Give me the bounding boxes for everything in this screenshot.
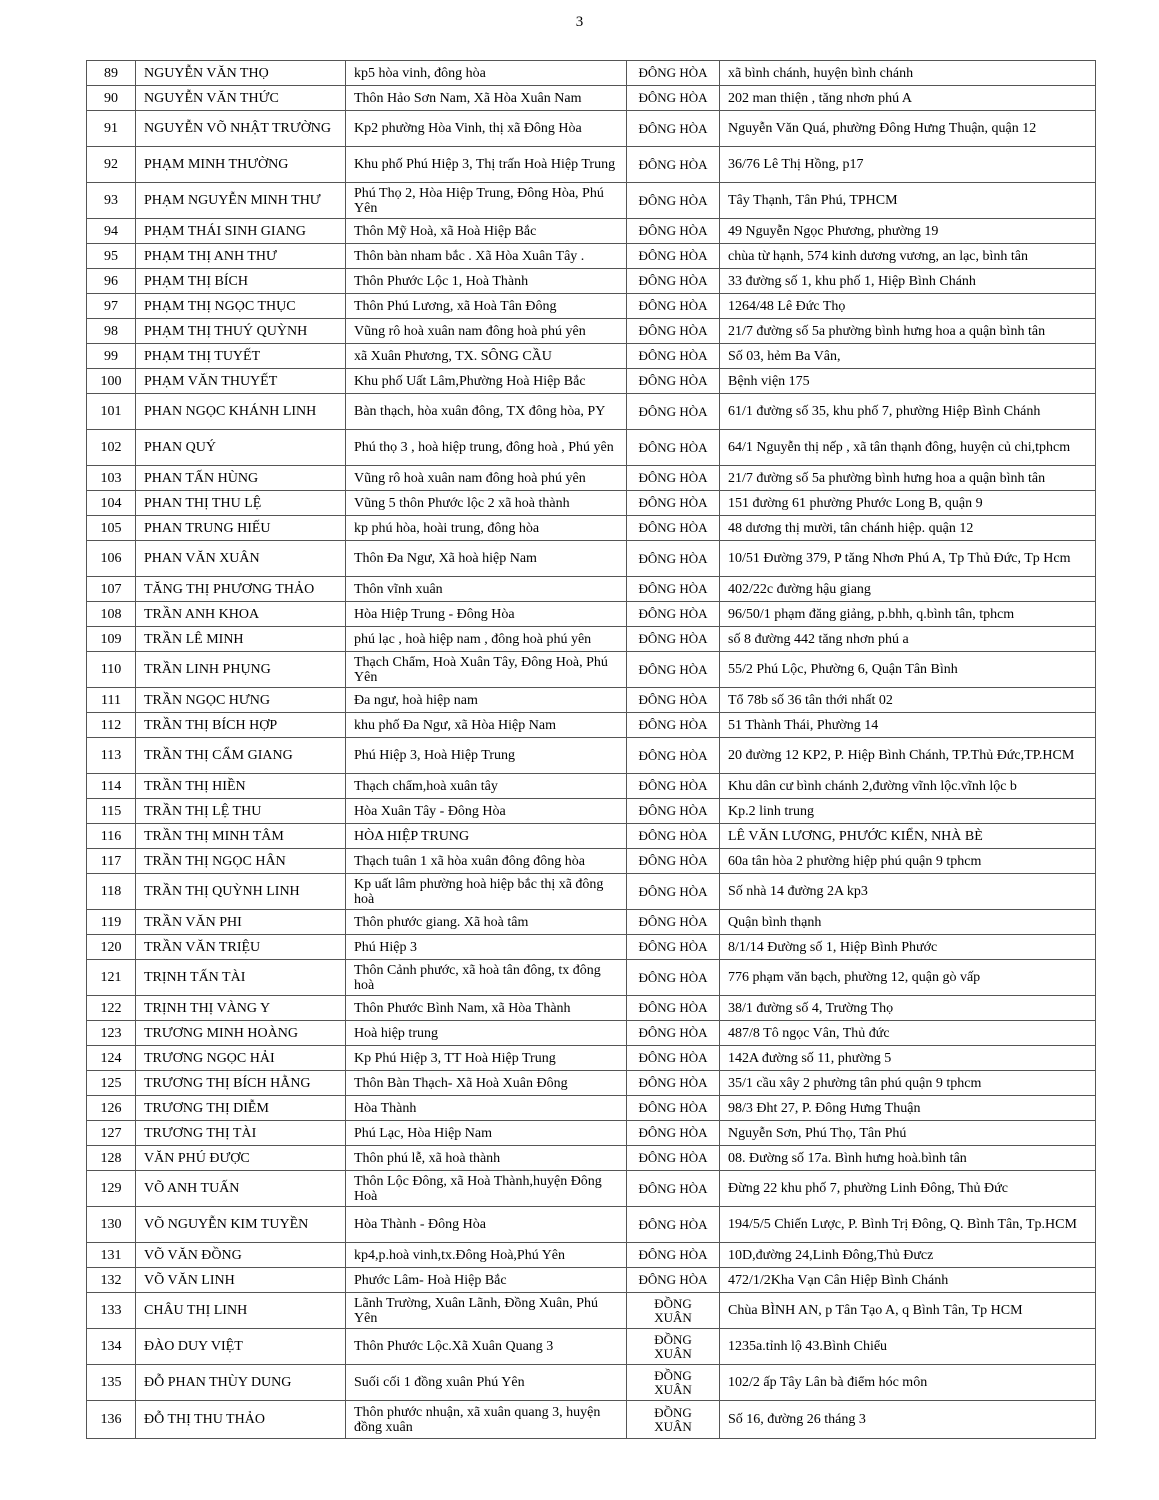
home-address-cell: Thôn Cảnh phước, xã hoà tân đông, tx đông hoà (346, 960, 627, 996)
district-cell: ĐÔNG HÒA (627, 1171, 720, 1207)
row-number-cell: 114 (87, 774, 136, 799)
current-address-cell: 51 Thành Thái, Phường 14 (720, 713, 1096, 738)
row-number-cell: 136 (87, 1401, 136, 1439)
table-row (87, 466, 1096, 491)
full-name-cell: TRẦN THỊ MINH TÂM (136, 824, 346, 849)
district-cell: ĐÔNG HÒA (627, 1021, 720, 1046)
home-address-cell: Thạch Chẩm, Hoà Xuân Tây, Đông Hoà, Phú Yên (346, 652, 627, 688)
current-address-cell: 1264/48 Lê Đức Thọ (720, 294, 1096, 319)
table-row (87, 183, 1096, 219)
home-address-cell: Thôn Mỹ Hoà, xã Hoà Hiệp Bắc (346, 219, 627, 244)
full-name-cell: TRẦN ANH KHOA (136, 602, 346, 627)
table-row (87, 147, 1096, 183)
row-number-cell: 132 (87, 1268, 136, 1293)
current-address-cell: Khu dân cư bình chánh 2,đường vĩnh lộc.vĩnh lộc b (720, 774, 1096, 799)
full-name-cell: VÕ VĂN ĐỒNG (136, 1243, 346, 1268)
table-row (87, 935, 1096, 960)
table-row (87, 960, 1096, 996)
current-address-cell: 472/1/2Kha Vạn Cân Hiệp Bình Chánh (720, 1268, 1096, 1293)
full-name-cell: PHAN QUÝ (136, 430, 346, 466)
current-address-cell: chùa từ hạnh, 574 kinh dương vương, an lạc, bình tân (720, 244, 1096, 269)
row-number-cell: 109 (87, 627, 136, 652)
row-number-cell: 125 (87, 1071, 136, 1096)
district-cell: ĐÔNG HÒA (627, 849, 720, 874)
current-address-cell: Số nhà 14 đường 2A kp3 (720, 874, 1096, 910)
district-cell: ĐÔNG HÒA (627, 1121, 720, 1146)
current-address-cell: LÊ VĂN LƯƠNG, PHƯỚC KIỂN, NHÀ BÈ (720, 824, 1096, 849)
current-address-cell: 64/1 Nguyễn thị nếp , xã tân thạnh đông, huyện củ chi,tphcm (720, 430, 1096, 466)
table-row (87, 652, 1096, 688)
table-row (87, 774, 1096, 799)
full-name-cell: TRẦN VĂN PHI (136, 910, 346, 935)
home-address-cell: Phú Thọ 2, Hòa Hiệp Trung, Đông Hòa, Phú Yên (346, 183, 627, 219)
row-number-cell: 126 (87, 1096, 136, 1121)
current-address-cell: 36/76 Lê Thị Hồng, p17 (720, 147, 1096, 183)
table-row (87, 244, 1096, 269)
district-cell: ĐÔNG HÒA (627, 466, 720, 491)
row-number-cell: 128 (87, 1146, 136, 1171)
home-address-cell: Thôn Lộc Đông, xã Hoà Thành,huyện Đông Hoà (346, 1171, 627, 1207)
row-number-cell: 110 (87, 652, 136, 688)
home-address-cell: Hòa Thành (346, 1096, 627, 1121)
full-name-cell: VÕ ANH TUẤN (136, 1171, 346, 1207)
table-row (87, 86, 1096, 111)
district-cell: ĐÔNG HÒA (627, 1071, 720, 1096)
full-name-cell: PHẠM THỊ THUÝ QUỲNH (136, 319, 346, 344)
home-address-cell: Thôn Hảo Sơn Nam, Xã Hòa Xuân Nam (346, 86, 627, 111)
current-address-cell: Quận bình thạnh (720, 910, 1096, 935)
current-address-cell: 61/1 đường số 35, khu phố 7, phường Hiệp Bình Chánh (720, 394, 1096, 430)
current-address-cell: 487/8 Tô ngọc Vân, Thủ đức (720, 1021, 1096, 1046)
row-number-cell: 124 (87, 1046, 136, 1071)
table-row (87, 319, 1096, 344)
home-address-cell: Phú Hiệp 3, Hoà Hiệp Trung (346, 738, 627, 774)
home-address-cell: phú lạc , hoà hiệp nam , đông hoà phú yên (346, 627, 627, 652)
district-cell: ĐÔNG HÒA (627, 1207, 720, 1243)
table-row (87, 1146, 1096, 1171)
current-address-cell: 55/2 Phú Lộc, Phường 6, Quận Tân Bình (720, 652, 1096, 688)
table-row (87, 541, 1096, 577)
district-cell: ĐÔNG HÒA (627, 294, 720, 319)
current-address-cell: 202 man thiện , tăng nhơn phú A (720, 86, 1096, 111)
table-row (87, 1046, 1096, 1071)
full-name-cell: PHAN NGỌC KHÁNH LINH (136, 394, 346, 430)
home-address-cell: Vũng rô hoà xuân nam đông hoà phú yên (346, 319, 627, 344)
table-row (87, 1096, 1096, 1121)
current-address-cell: 102/2 ấp Tây Lân bà điểm hóc môn (720, 1365, 1096, 1401)
full-name-cell: TRƯƠNG THỊ DIỄM (136, 1096, 346, 1121)
home-address-cell: Thôn Đa Ngư, Xã hoà hiệp Nam (346, 541, 627, 577)
row-number-cell: 133 (87, 1293, 136, 1329)
row-number-cell: 115 (87, 799, 136, 824)
row-number-cell: 93 (87, 183, 136, 219)
full-name-cell: ĐỖ THỊ THU THẢO (136, 1401, 346, 1439)
full-name-cell: VÕ VĂN LINH (136, 1268, 346, 1293)
current-address-cell: Nguyễn Văn Quá, phường Đông Hưng Thuận, quận 12 (720, 111, 1096, 147)
roster-table (86, 60, 1096, 1439)
current-address-cell: 33 đường số 1, khu phố 1, Hiệp Bình Chánh (720, 269, 1096, 294)
full-name-cell: PHẠM THỊ BÍCH (136, 269, 346, 294)
current-address-cell: Kp.2 linh trung (720, 799, 1096, 824)
full-name-cell: ĐỖ PHAN THÙY DUNG (136, 1365, 346, 1401)
district-cell: ĐÔNG HÒA (627, 1243, 720, 1268)
district-cell: ĐÔNG HÒA (627, 1046, 720, 1071)
home-address-cell: Hòa Xuân Tây - Đông Hòa (346, 799, 627, 824)
table-row (87, 219, 1096, 244)
district-cell: ĐÔNG HÒA (627, 713, 720, 738)
row-number-cell: 122 (87, 996, 136, 1021)
row-number-cell: 118 (87, 874, 136, 910)
current-address-cell: Tây Thạnh, Tân Phú, TPHCM (720, 183, 1096, 219)
district-cell: ĐỒNG XUÂN (627, 1365, 720, 1401)
home-address-cell: Lãnh Trường, Xuân Lãnh, Đồng Xuân, Phú Yên (346, 1293, 627, 1329)
district-cell: ĐÔNG HÒA (627, 1146, 720, 1171)
home-address-cell: Vũng rô hoà xuân nam đông hoà phú yên (346, 466, 627, 491)
home-address-cell: kp phú hòa, hoài trung, đông hòa (346, 516, 627, 541)
table-row (87, 516, 1096, 541)
full-name-cell: TRẦN LÊ MINH (136, 627, 346, 652)
home-address-cell: Thạch chẩm,hoà xuân tây (346, 774, 627, 799)
row-number-cell: 130 (87, 1207, 136, 1243)
home-address-cell: Khu phố Uất Lâm,Phường Hoà Hiệp Bắc (346, 369, 627, 394)
full-name-cell: NGUYỄN VÕ NHẬT TRƯỜNG (136, 111, 346, 147)
row-number-cell: 131 (87, 1243, 136, 1268)
home-address-cell: khu phố Đa Ngư, xã Hòa Hiệp Nam (346, 713, 627, 738)
home-address-cell: Thôn phước giang. Xã hoà tâm (346, 910, 627, 935)
home-address-cell: Thôn phước nhuận, xã xuân quang 3, huyện đồng xuân (346, 1401, 627, 1439)
row-number-cell: 117 (87, 849, 136, 874)
district-cell: ĐÔNG HÒA (627, 319, 720, 344)
home-address-cell: Kp Phú Hiệp 3, TT Hoà Hiệp Trung (346, 1046, 627, 1071)
district-cell: ĐÔNG HÒA (627, 491, 720, 516)
table-row (87, 1293, 1096, 1329)
row-number-cell: 100 (87, 369, 136, 394)
row-number-cell: 111 (87, 688, 136, 713)
district-cell: ĐỒNG XUÂN (627, 1401, 720, 1439)
table-row (87, 394, 1096, 430)
district-cell: ĐÔNG HÒA (627, 269, 720, 294)
full-name-cell: TRẦN VĂN TRIỆU (136, 935, 346, 960)
home-address-cell: Khu phố Phú Hiệp 3, Thị trấn Hoà Hiệp Trung (346, 147, 627, 183)
full-name-cell: TRƯƠNG MINH HOÀNG (136, 1021, 346, 1046)
row-number-cell: 101 (87, 394, 136, 430)
page-number: 3 (575, 14, 584, 30)
full-name-cell: CHÂU THỊ LINH (136, 1293, 346, 1329)
district-cell: ĐÔNG HÒA (627, 430, 720, 466)
current-address-cell: 194/5/5 Chiến Lược, P. Bình Trị Đông, Q. Bình Tân, Tp.HCM (720, 1207, 1096, 1243)
home-address-cell: HÒA HIỆP TRUNG (346, 824, 627, 849)
row-number-cell: 107 (87, 577, 136, 602)
district-cell: ĐÔNG HÒA (627, 652, 720, 688)
row-number-cell: 97 (87, 294, 136, 319)
table-row (87, 713, 1096, 738)
table-row (87, 111, 1096, 147)
row-number-cell: 121 (87, 960, 136, 996)
current-address-cell: số 8 đường 442 tăng nhơn phú a (720, 627, 1096, 652)
home-address-cell: Hoà hiệp trung (346, 1021, 627, 1046)
table-row (87, 577, 1096, 602)
district-cell: ĐÔNG HÒA (627, 1268, 720, 1293)
current-address-cell: 21/7 đường số 5a phường bình hưng hoa a quận bình tân (720, 466, 1096, 491)
home-address-cell: Phú Lạc, Hòa Hiệp Nam (346, 1121, 627, 1146)
full-name-cell: TRẦN NGỌC HƯNG (136, 688, 346, 713)
district-cell: ĐÔNG HÒA (627, 910, 720, 935)
row-number-cell: 112 (87, 713, 136, 738)
current-address-cell: 35/1 cầu xây 2 phường tân phú quận 9 tphcm (720, 1071, 1096, 1096)
full-name-cell: PHẠM THỊ NGỌC THỤC (136, 294, 346, 319)
district-cell: ĐÔNG HÒA (627, 111, 720, 147)
row-number-cell: 102 (87, 430, 136, 466)
table-row (87, 627, 1096, 652)
full-name-cell: PHẠM NGUYỄN MINH THƯ (136, 183, 346, 219)
full-name-cell: VĂN PHÚ ĐƯỢC (136, 1146, 346, 1171)
current-address-cell: 60a tân hòa 2 phường hiệp phú quận 9 tphcm (720, 849, 1096, 874)
district-cell: ĐÔNG HÒA (627, 602, 720, 627)
district-cell: ĐÔNG HÒA (627, 577, 720, 602)
row-number-cell: 135 (87, 1365, 136, 1401)
full-name-cell: TRẦN THỊ CẨM GIANG (136, 738, 346, 774)
table-row (87, 1268, 1096, 1293)
table-row (87, 1207, 1096, 1243)
district-cell: ĐÔNG HÒA (627, 147, 720, 183)
current-address-cell: Chùa BÌNH AN, p Tân Tạo A, q Bình Tân, Tp HCM (720, 1293, 1096, 1329)
district-cell: ĐÔNG HÒA (627, 244, 720, 269)
table-row (87, 369, 1096, 394)
row-number-cell: 94 (87, 219, 136, 244)
row-number-cell: 127 (87, 1121, 136, 1146)
current-address-cell: 08. Đường số 17a. Bình hưng hoà.bình tân (720, 1146, 1096, 1171)
table-row (87, 1121, 1096, 1146)
row-number-cell: 120 (87, 935, 136, 960)
full-name-cell: TRẦN THỊ HIỀN (136, 774, 346, 799)
table-row (87, 602, 1096, 627)
home-address-cell: kp4,p.hoà vinh,tx.Đông Hoà,Phú Yên (346, 1243, 627, 1268)
current-address-cell: 96/50/1 phạm đăng giảng, p.bhh, q.bình tân, tphcm (720, 602, 1096, 627)
row-number-cell: 123 (87, 1021, 136, 1046)
row-number-cell: 99 (87, 344, 136, 369)
current-address-cell: Đừng 22 khu phố 7, phường Linh Đông, Thủ Đức (720, 1171, 1096, 1207)
table-row (87, 849, 1096, 874)
home-address-cell: Thạch tuân 1 xã hòa xuân đông đông hòa (346, 849, 627, 874)
district-cell: ĐÔNG HÒA (627, 344, 720, 369)
home-address-cell: Thôn Bàn Thạch- Xã Hoà Xuân Đông (346, 1071, 627, 1096)
district-cell: ĐÔNG HÒA (627, 61, 720, 86)
home-address-cell: Phú thọ 3 , hoà hiệp trung, đông hoà , Phú yên (346, 430, 627, 466)
district-cell: ĐÔNG HÒA (627, 369, 720, 394)
full-name-cell: VÕ NGUYỄN KIM TUYỀN (136, 1207, 346, 1243)
current-address-cell: 10D,đường 24,Linh Đông,Thủ Đưcz (720, 1243, 1096, 1268)
table-row (87, 269, 1096, 294)
full-name-cell: PHAN TRUNG HIẾU (136, 516, 346, 541)
home-address-cell: Phước Lâm- Hoà Hiệp Bắc (346, 1268, 627, 1293)
district-cell: ĐÔNG HÒA (627, 219, 720, 244)
district-cell: ĐÔNG HÒA (627, 935, 720, 960)
row-number-cell: 98 (87, 319, 136, 344)
district-cell: ĐÔNG HÒA (627, 824, 720, 849)
current-address-cell: 21/7 đường số 5a phường bình hưng hoa a quận bình tân (720, 319, 1096, 344)
current-address-cell: xã bình chánh, huyện bình chánh (720, 61, 1096, 86)
district-cell: ĐÔNG HÒA (627, 799, 720, 824)
full-name-cell: NGUYỄN VĂN THỨC (136, 86, 346, 111)
row-number-cell: 103 (87, 466, 136, 491)
table-row (87, 344, 1096, 369)
row-number-cell: 106 (87, 541, 136, 577)
full-name-cell: PHAN TẤN HÙNG (136, 466, 346, 491)
district-cell: ĐỒNG XUÂN (627, 1329, 720, 1365)
home-address-cell: Suối cối 1 đồng xuân Phú Yên (346, 1365, 627, 1401)
table-row (87, 874, 1096, 910)
home-address-cell: Thôn Phước Bình Nam, xã Hòa Thành (346, 996, 627, 1021)
home-address-cell: Phú Hiệp 3 (346, 935, 627, 960)
home-address-cell: Bàn thạch, hòa xuân đông, TX đông hòa, PY (346, 394, 627, 430)
home-address-cell: Đa ngư, hoà hiệp nam (346, 688, 627, 713)
district-cell: ĐÔNG HÒA (627, 774, 720, 799)
full-name-cell: PHẠM MINH THƯỜNG (136, 147, 346, 183)
full-name-cell: PHẠM THÁI SINH GIANG (136, 219, 346, 244)
current-address-cell: 776 phạm văn bạch, phường 12, quận gò vấp (720, 960, 1096, 996)
table-row (87, 1329, 1096, 1365)
table-row (87, 1071, 1096, 1096)
current-address-cell: 10/51 Đường 379, P tăng Nhơn Phú A, Tp Thủ Đức, Tp Hcm (720, 541, 1096, 577)
full-name-cell: TRƯƠNG THỊ TÀI (136, 1121, 346, 1146)
district-cell: ĐÔNG HÒA (627, 688, 720, 713)
home-address-cell: Thôn Phước Lộc.Xã Xuân Quang 3 (346, 1329, 627, 1365)
row-number-cell: 116 (87, 824, 136, 849)
full-name-cell: PHAN VĂN XUÂN (136, 541, 346, 577)
table-row (87, 1243, 1096, 1268)
full-name-cell: TRỊNH THỊ VÀNG Y (136, 996, 346, 1021)
home-address-cell: Thôn vĩnh xuân (346, 577, 627, 602)
full-name-cell: TRẦN THỊ NGỌC HÂN (136, 849, 346, 874)
row-number-cell: 134 (87, 1329, 136, 1365)
table-row (87, 688, 1096, 713)
current-address-cell: 142A đường số 11, phường 5 (720, 1046, 1096, 1071)
home-address-cell: Thôn Phú Lương, xã Hoà Tân Đông (346, 294, 627, 319)
district-cell: ĐÔNG HÒA (627, 738, 720, 774)
table-row (87, 738, 1096, 774)
row-number-cell: 108 (87, 602, 136, 627)
full-name-cell: TRẦN LINH PHỤNG (136, 652, 346, 688)
table-row (87, 61, 1096, 86)
row-number-cell: 92 (87, 147, 136, 183)
table-row (87, 1365, 1096, 1401)
roster-body (87, 61, 1096, 1439)
full-name-cell: TRẦN THỊ BÍCH HỢP (136, 713, 346, 738)
district-cell: ĐÔNG HÒA (627, 541, 720, 577)
home-address-cell: Kp uất lâm phường hoà hiệp bắc thị xã đông hoà (346, 874, 627, 910)
district-cell: ĐỒNG XUÂN (627, 1293, 720, 1329)
current-address-cell: 38/1 đường số 4, Trường Thọ (720, 996, 1096, 1021)
row-number-cell: 96 (87, 269, 136, 294)
district-cell: ĐÔNG HÒA (627, 627, 720, 652)
district-cell: ĐÔNG HÒA (627, 960, 720, 996)
table-row (87, 910, 1096, 935)
table-row (87, 294, 1096, 319)
row-number-cell: 119 (87, 910, 136, 935)
table-row (87, 799, 1096, 824)
home-address-cell: Hòa Thành - Đông Hòa (346, 1207, 627, 1243)
district-cell: ĐÔNG HÒA (627, 86, 720, 111)
row-number-cell: 129 (87, 1171, 136, 1207)
row-number-cell: 113 (87, 738, 136, 774)
current-address-cell: 402/22c đường hậu giang (720, 577, 1096, 602)
district-cell: ĐÔNG HÒA (627, 183, 720, 219)
table-row (87, 1171, 1096, 1207)
table-row (87, 1021, 1096, 1046)
full-name-cell: PHẠM THỊ ANH THƯ (136, 244, 346, 269)
full-name-cell: TRƯƠNG THỊ BÍCH HẰNG (136, 1071, 346, 1096)
district-cell: ĐÔNG HÒA (627, 996, 720, 1021)
full-name-cell: TRẦN THỊ LỆ THU (136, 799, 346, 824)
home-address-cell: Kp2 phường Hòa Vinh, thị xã Đông Hòa (346, 111, 627, 147)
current-address-cell: Nguyễn Sơn, Phú Thọ, Tân Phú (720, 1121, 1096, 1146)
current-address-cell: 151 đường 61 phường Phước Long B, quận 9 (720, 491, 1096, 516)
full-name-cell: ĐÀO DUY VIỆT (136, 1329, 346, 1365)
current-address-cell: Tổ 78b số 36 tân thới nhất 02 (720, 688, 1096, 713)
full-name-cell: TRƯƠNG NGỌC HẢI (136, 1046, 346, 1071)
home-address-cell: Thôn bàn nham bắc . Xã Hòa Xuân Tây . (346, 244, 627, 269)
home-address-cell: Thôn phú lễ, xã hoà thành (346, 1146, 627, 1171)
full-name-cell: TRẦN THỊ QUỲNH LINH (136, 874, 346, 910)
current-address-cell: Bệnh viện 175 (720, 369, 1096, 394)
row-number-cell: 89 (87, 61, 136, 86)
row-number-cell: 90 (87, 86, 136, 111)
full-name-cell: PHẠM VĂN THUYẾT (136, 369, 346, 394)
current-address-cell: 1235a.tỉnh lộ 43.Bình Chiểu (720, 1329, 1096, 1365)
table-row (87, 824, 1096, 849)
current-address-cell: Số 16, đường 26 tháng 3 (720, 1401, 1096, 1439)
full-name-cell: PHAN THỊ THU LỆ (136, 491, 346, 516)
home-address-cell: kp5 hòa vinh, đông hòa (346, 61, 627, 86)
table-row (87, 491, 1096, 516)
row-number-cell: 95 (87, 244, 136, 269)
home-address-cell: xã Xuân Phương, TX. SÔNG CẦU (346, 344, 627, 369)
current-address-cell: 48 dương thị mười, tân chánh hiệp. quận 12 (720, 516, 1096, 541)
table-row (87, 430, 1096, 466)
district-cell: ĐÔNG HÒA (627, 394, 720, 430)
current-address-cell: 20 đường 12 KP2, P. Hiệp Bình Chánh, TP.Thủ Đức,TP.HCM (720, 738, 1096, 774)
full-name-cell: TRỊNH TẤN TÀI (136, 960, 346, 996)
full-name-cell: TĂNG THỊ PHƯƠNG THẢO (136, 577, 346, 602)
row-number-cell: 105 (87, 516, 136, 541)
district-cell: ĐÔNG HÒA (627, 874, 720, 910)
home-address-cell: Hòa Hiệp Trung - Đông Hòa (346, 602, 627, 627)
table-row (87, 996, 1096, 1021)
full-name-cell: PHẠM THỊ TUYẾT (136, 344, 346, 369)
table-row (87, 1401, 1096, 1439)
current-address-cell: 49 Nguyễn Ngọc Phương, phường 19 (720, 219, 1096, 244)
current-address-cell: Số 03, hẻm Ba Vân, (720, 344, 1096, 369)
home-address-cell: Thôn Phước Lộc 1, Hoà Thành (346, 269, 627, 294)
row-number-cell: 104 (87, 491, 136, 516)
full-name-cell: NGUYỄN VĂN THỌ (136, 61, 346, 86)
current-address-cell: 8/1/14 Đường số 1, Hiệp Bình Phước (720, 935, 1096, 960)
home-address-cell: Vũng 5 thôn Phước lộc 2 xã hoà thành (346, 491, 627, 516)
current-address-cell: 98/3 Đht 27, P. Đông Hưng Thuận (720, 1096, 1096, 1121)
district-cell: ĐÔNG HÒA (627, 516, 720, 541)
district-cell: ĐÔNG HÒA (627, 1096, 720, 1121)
row-number-cell: 91 (87, 111, 136, 147)
